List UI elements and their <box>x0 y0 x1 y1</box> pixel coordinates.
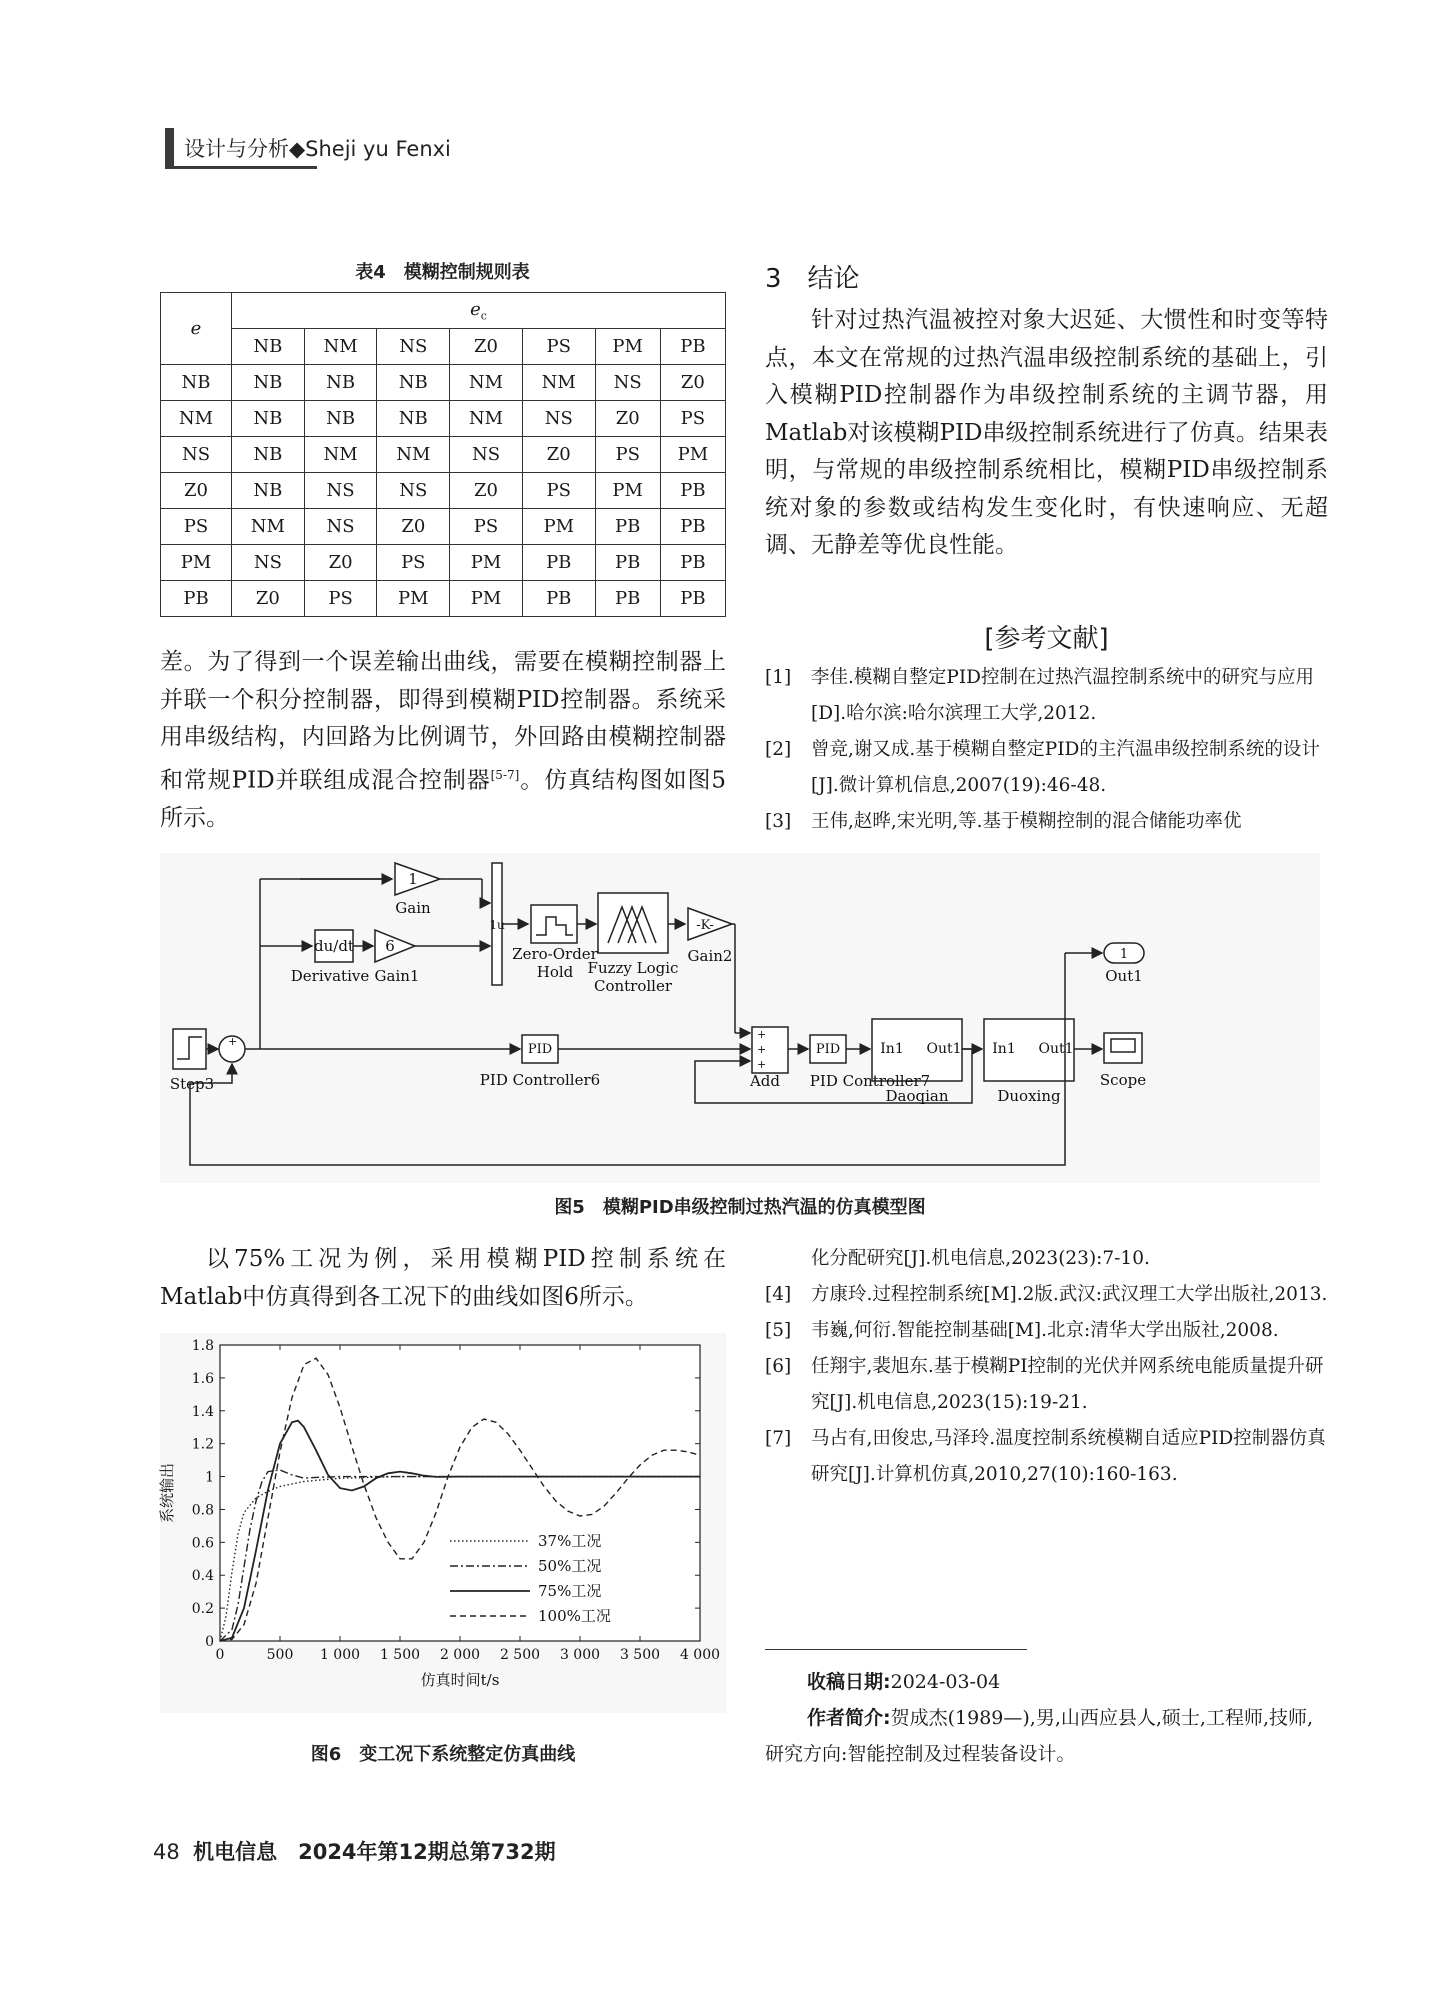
daoqian-label: Daoqian <box>885 1087 949 1105</box>
rule-cell: PB <box>595 509 660 545</box>
gain1-block <box>375 930 415 962</box>
y-tick-label: 0.6 <box>191 1535 214 1552</box>
rule-cell: PB <box>522 545 595 581</box>
col-label: NM <box>304 329 377 365</box>
fuzzy-label-2: Controller <box>593 977 673 995</box>
add-plus-1: + <box>757 1028 767 1041</box>
reference-text: 任翔宇,裴旭东.基于模糊PI控制的光伏并网系统电能质量提升研究[J].机电信息,2023(15):19-21. <box>811 1356 1324 1413</box>
conclusion-title: 3 结论 <box>765 264 860 294</box>
zoh-block <box>531 905 577 943</box>
pid6-value: PID <box>527 1042 553 1057</box>
pid7-label: PID Controller7 <box>809 1072 931 1090</box>
rule-cell: Z0 <box>377 509 450 545</box>
legend-label: 75%工况 <box>538 1582 602 1600</box>
step-label: Step3 <box>169 1075 215 1093</box>
daoqian-in: In1 <box>880 1041 904 1057</box>
rule-cell: PB <box>522 581 595 617</box>
rule-cell: PS <box>377 545 450 581</box>
rule-cell: PM <box>522 509 595 545</box>
rule-cell: NB <box>304 365 377 401</box>
left-paragraph-2: 以75%工况为例，采用模糊PID控制系统在Matlab中仿真得到各工况下的曲线如图6所示。 <box>160 1246 726 1310</box>
out1-value: 1 <box>1119 947 1129 962</box>
rule-cell: NM <box>232 509 305 545</box>
y-tick-label: 0.8 <box>191 1502 214 1519</box>
duoxing-label: Duoxing <box>997 1087 1061 1105</box>
daoqian-out: Out1 <box>926 1041 962 1057</box>
reference-number: [1] <box>765 667 792 688</box>
reference-item <box>765 660 1328 732</box>
rule-cell: PS <box>595 437 660 473</box>
col-header-cell: $e_c$ <box>232 293 726 329</box>
rule-cell: PB <box>660 509 725 545</box>
rule-cell: NS <box>522 401 595 437</box>
rule-cell: NM <box>304 437 377 473</box>
page-number: 48 <box>153 1840 180 1864</box>
figure6-caption: 图6 变工况下系统整定仿真曲线 <box>310 1744 576 1765</box>
y-tick-label: 0 <box>205 1634 214 1650</box>
response-curves-chart <box>160 1333 726 1713</box>
x-tick-label: 3 000 <box>559 1647 601 1663</box>
table-row <box>161 401 726 437</box>
rule-cell: NS <box>304 473 377 509</box>
col-label: PM <box>595 329 660 365</box>
x-tick-label: 3 500 <box>619 1647 661 1663</box>
reference-text: 方康玲.过程控制系统[M].2版.武汉:武汉理工大学出版社,2013. <box>811 1284 1328 1305</box>
zoh-label-1: Zero-Order <box>512 945 598 963</box>
rule-cell: PB <box>595 545 660 581</box>
y-tick-label: 1.2 <box>191 1436 214 1453</box>
reference-item <box>765 804 1328 840</box>
pid7-value: PID <box>815 1042 841 1057</box>
reference-item <box>765 1421 1328 1493</box>
row-label: Z0 <box>161 473 232 509</box>
reference-number: [6] <box>765 1356 792 1377</box>
reference-text: 王伟,赵晔,宋光明,等.基于模糊控制的混合储能功率优 <box>811 811 1242 832</box>
gain-value: 1 <box>408 870 418 888</box>
rule-cell: PM <box>450 545 523 581</box>
reference-text: 马占有,田俊忠,马泽玲.温度控制系统模糊自适应PID控制器仿真研究[J].计算机仿真,2010,27(10):160-163. <box>811 1428 1326 1485</box>
row-label: NM <box>161 401 232 437</box>
rule-cell: PB <box>595 581 660 617</box>
rule-cell: NS <box>450 437 523 473</box>
zoh-label-2: Hold <box>536 963 574 981</box>
fuzzy-rule-table <box>160 292 726 617</box>
pid6-label: PID Controller6 <box>479 1071 601 1089</box>
figure5-caption: 图5 模糊PID串级控制过热汽温的仿真模型图 <box>554 1197 926 1218</box>
add-plus-2: + <box>757 1043 767 1056</box>
table-row <box>161 545 726 581</box>
x-tick-label: 1 000 <box>319 1647 361 1663</box>
meta-rule <box>765 1649 1027 1650</box>
y-axis-label: 系统输出 <box>158 1462 176 1524</box>
reference-item <box>765 1349 1328 1421</box>
rule-cell: PB <box>660 545 725 581</box>
rule-cell: PS <box>522 473 595 509</box>
y-tick-label: 0.4 <box>191 1568 214 1585</box>
reference-item <box>765 1313 1328 1349</box>
references-list-top <box>765 660 1328 840</box>
y-tick-label: 1.8 <box>191 1338 214 1354</box>
y-tick-label: 1.4 <box>191 1403 214 1420</box>
gain1-value: 6 <box>385 937 395 955</box>
rule-cell: PS <box>660 401 725 437</box>
rule-cell: NB <box>232 437 305 473</box>
x-tick-label: 0 <box>215 1647 225 1663</box>
col-label: NB <box>232 329 305 365</box>
left-paragraph-1: 差。为了得到一个误差输出曲线，需要在模糊控制器上并联一个积分控制器，即得到模糊PID控制器。系统采用串级结构，内回路为比例调节，外回路由模糊控制器和常规PID并联组成混合控制器[5-7]。仿真结构图如图5所示。 <box>160 649 726 831</box>
rule-cell: NB <box>304 401 377 437</box>
rule-cell: NS <box>377 473 450 509</box>
fuzzy-block <box>598 893 668 953</box>
reference-text: 化分配研究[J].机电信息,2023(23):7-10. <box>811 1248 1150 1269</box>
x-tick-label: 1 500 <box>379 1647 421 1663</box>
references-list-bottom <box>765 1241 1328 1493</box>
rule-cell: PM <box>377 581 450 617</box>
rule-cell: NM <box>450 365 523 401</box>
gain2-value: -K- <box>696 918 714 933</box>
conclusion-text: 针对过热汽温被控对象大迟延、大惯性和时变等特点，本文在常规的过热汽温串级控制系统的基础上，引入模糊PID控制器作为串级控制系统的主调节器，用Matlab对该模糊PID串级控制系统进行了仿真。结果表明，与常规的串级控制系统相比，模糊PID串级控制系统对象的参数或结构发生变化时，有快速响应、无超调、无静差等优良性能。 <box>765 307 1328 558</box>
journal-issue: 机电信息 2024年第12期总第732期 <box>193 1840 556 1864</box>
rule-cell: NB <box>377 365 450 401</box>
rule-cell: Z0 <box>595 401 660 437</box>
x-tick-label: 2 000 <box>439 1647 481 1663</box>
sum-plus: + <box>228 1035 238 1048</box>
gain-label: Gain <box>395 899 431 917</box>
rule-cell: NM <box>377 437 450 473</box>
y-tick-label: 1 <box>205 1469 214 1486</box>
table4-caption: 表4 模糊控制规则表 <box>355 262 530 283</box>
x-tick-label: 2 500 <box>499 1647 541 1663</box>
scope-label: Scope <box>1099 1071 1147 1089</box>
y-tick-label: 0.2 <box>191 1601 214 1618</box>
duoxing-in: In1 <box>992 1041 1016 1057</box>
reference-text: 曾竞,谢又成.基于模糊自整定PID的主汽温串级控制系统的设计[J].微计算机信息,2007(19):46-48. <box>811 739 1320 796</box>
legend-label: 37%工况 <box>538 1532 602 1550</box>
simulink-model <box>160 853 1320 1183</box>
plot-area <box>220 1345 700 1641</box>
reference-number: [4] <box>765 1284 792 1305</box>
rule-cell: PM <box>595 473 660 509</box>
add-plus-3: + <box>757 1058 767 1071</box>
rule-cell: Z0 <box>522 437 595 473</box>
rule-cell: NS <box>304 509 377 545</box>
row-header-cell: e <box>161 293 232 365</box>
col-label: PB <box>660 329 725 365</box>
rule-cell: NB <box>232 473 305 509</box>
table-row <box>161 473 726 509</box>
rule-cell: Z0 <box>232 581 305 617</box>
page-footer <box>153 1836 556 1866</box>
author-bio: 作者简介:贺成杰(1989—),男,山西应县人,硕士,工程师,技师,研究方向:智能控制及过程装备设计。 <box>765 1707 1314 1765</box>
col-labels-row <box>161 329 726 365</box>
rule-cell: PM <box>660 437 725 473</box>
rule-cell: NB <box>232 365 305 401</box>
gain1-label: Gain1 <box>374 967 420 985</box>
article-meta <box>765 1664 1328 1772</box>
reference-text: 韦巍,何衍.智能控制基础[M].北京:清华大学出版社,2008. <box>811 1320 1279 1341</box>
rule-cell: NM <box>450 401 523 437</box>
rule-cell: NM <box>522 365 595 401</box>
rule-cell: Z0 <box>304 545 377 581</box>
col-label: NS <box>377 329 450 365</box>
rule-cell: PB <box>660 581 725 617</box>
table-row <box>161 437 726 473</box>
running-header: 设计与分析◆Sheji yu Fenxi <box>184 137 451 161</box>
rule-cell: Z0 <box>660 365 725 401</box>
out1-label: Out1 <box>1105 967 1143 985</box>
rule-cell: NS <box>595 365 660 401</box>
references-title: [参考文献] <box>984 624 1109 654</box>
rule-cell: PM <box>450 581 523 617</box>
received-date: 收稿日期:2024-03-04 <box>807 1671 1001 1693</box>
col-label: PS <box>522 329 595 365</box>
table-row <box>161 581 726 617</box>
rule-cell: NS <box>232 545 305 581</box>
reference-number: [5] <box>765 1320 792 1341</box>
x-tick-label: 4 000 <box>679 1647 721 1663</box>
reference-item <box>765 1241 1328 1277</box>
reference-number: [3] <box>765 811 792 832</box>
duoxing-out: Out1 <box>1038 1041 1074 1057</box>
rule-cell: PS <box>304 581 377 617</box>
derivative-label: Derivative <box>290 967 370 985</box>
mux-label: 1u <box>489 918 505 932</box>
y-tick-label: 1.6 <box>191 1370 214 1387</box>
reference-text: 李佳.模糊自整定PID控制在过热汽温控制系统中的研究与应用[D].哈尔滨:哈尔滨理工大学,2012. <box>811 667 1314 724</box>
rule-cell: NB <box>377 401 450 437</box>
derivative-value: du/dt <box>314 937 354 955</box>
row-label: PM <box>161 545 232 581</box>
figure5-diagram <box>160 853 1320 1183</box>
row-label: NB <box>161 365 232 401</box>
gain2-label: Gain2 <box>687 947 733 965</box>
reference-number: [7] <box>765 1428 792 1449</box>
rule-body <box>161 365 726 617</box>
figure6-chart <box>160 1333 726 1713</box>
legend-label: 50%工况 <box>538 1557 602 1575</box>
row-label: NS <box>161 437 232 473</box>
row-label: PS <box>161 509 232 545</box>
add-label: Add <box>749 1072 781 1090</box>
fuzzy-label-1: Fuzzy Logic <box>587 959 679 977</box>
table-row <box>161 365 726 401</box>
rule-cell: Z0 <box>450 473 523 509</box>
x-tick-label: 500 <box>266 1647 294 1663</box>
x-axis-label: 仿真时间t/s <box>420 1671 500 1689</box>
reference-item <box>765 732 1328 804</box>
reference-number <box>765 1241 811 1277</box>
legend-label: 100%工况 <box>538 1607 611 1625</box>
table-row <box>161 509 726 545</box>
header-bar <box>165 128 174 166</box>
rule-cell: NB <box>232 401 305 437</box>
reference-item <box>765 1277 1328 1313</box>
reference-number: [2] <box>765 739 792 760</box>
header-rule <box>165 166 317 169</box>
rule-cell: PS <box>450 509 523 545</box>
row-label: PB <box>161 581 232 617</box>
col-label: Z0 <box>450 329 523 365</box>
rule-cell: PB <box>660 473 725 509</box>
